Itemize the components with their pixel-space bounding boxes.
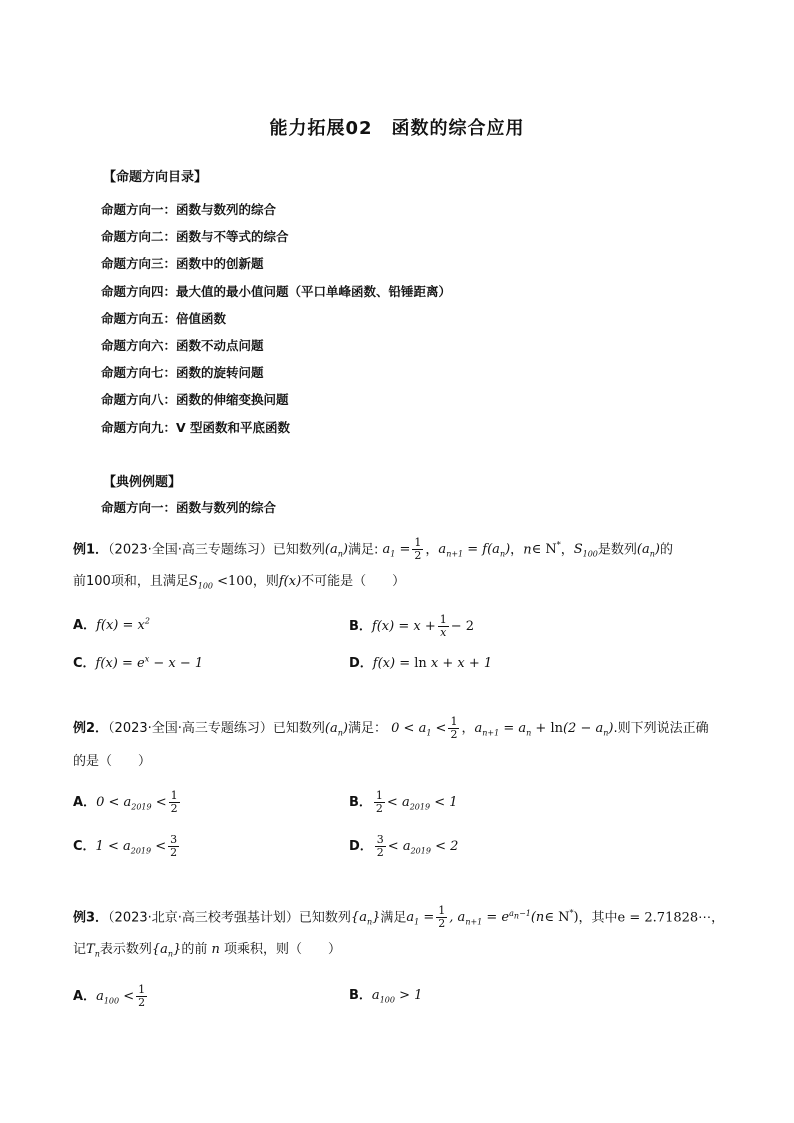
math: $a_{100}$ < — [96, 989, 135, 1006]
option-letter: B． — [349, 795, 372, 810]
text: ， — [711, 910, 725, 926]
text: 的是（ ） — [73, 754, 152, 769]
text: 项乘积，则（ ） — [223, 942, 341, 957]
text: 不可能是（ ） — [301, 574, 406, 589]
math: $\{a_n\}$ — [350, 910, 381, 927]
fraction: $\frac{1}{2}$ — [414, 536, 422, 563]
option-letter: C． — [73, 839, 96, 854]
option-letter: D． — [349, 656, 373, 671]
text: 记 — [73, 942, 87, 957]
option-letter: B． — [349, 988, 372, 1003]
option-a[interactable] — [73, 984, 149, 1009]
example-label: 例3． — [73, 910, 109, 926]
subsection-title: 命题方向一：函数与数列的综合 — [101, 500, 277, 515]
math: $S_{100}$ — [188, 574, 214, 591]
text: 已知数列 — [272, 721, 325, 736]
example-source: （2023·全国·高三专题练习） — [108, 721, 273, 736]
math: < $a_{2019} < 2$ — [387, 839, 459, 856]
option-a[interactable] — [73, 790, 182, 815]
math: $a_{n+1} = f(a_n)$ — [438, 542, 511, 559]
example-label: 例2． — [73, 721, 109, 736]
math: $a_{100} > 1$ — [371, 988, 423, 1005]
math: $1 < a_{2019}$ < — [95, 839, 167, 856]
toc-item: 命题方向二：函数与不等式的综合 — [101, 229, 289, 245]
example-3-line-1: 例3．（2023·北京·高三校考强基计划）已知数列$\{a_n\}$满足$a_1$ = $\frac{1}{2}$ , $a_{n+1}$ = $e^{a_n-1}(n\in$ N*)，其中e = 2.71828⋯， — [73, 904, 725, 931]
text: 前100项和，且满足 — [73, 574, 189, 589]
option-d[interactable] — [349, 834, 458, 859]
toc-item: 命题方向八：函数的伸缩变换问题 — [101, 392, 289, 408]
example-source: （2023·全国·高三专题练习） — [108, 542, 273, 558]
toc-list — [101, 200, 451, 445]
fraction: $\frac{3}{2}$ — [170, 833, 178, 859]
text: 的 — [659, 542, 673, 558]
text: 已知数列 — [272, 542, 325, 558]
text: 的前 — [181, 942, 208, 957]
math: , $a_{n+1} = e^{a_n-1}(n$ — [449, 909, 545, 927]
example-source: （2023·北京·高三校考强基计划） — [108, 910, 299, 926]
text: ，则 — [252, 574, 279, 589]
math: $a_1$ = — [406, 910, 435, 927]
fraction: $\frac{1}{2}$ — [138, 983, 146, 1009]
fraction: $\frac{3}{2}$ — [376, 833, 384, 859]
option-b[interactable] — [349, 790, 458, 815]
toc-item: 命题方向一：函数与数列的综合 — [101, 202, 277, 217]
math: $(a_n)$ — [324, 542, 348, 559]
option-b[interactable] — [349, 984, 422, 1005]
option-c[interactable] — [73, 652, 203, 671]
math: $a_{n+1} = a_n$ + — [474, 721, 551, 738]
math: $(a_n)$ — [324, 721, 348, 738]
math: $0 < a_1$ < — [391, 721, 447, 738]
math: $f(x) = e^x - x - 1$ — [95, 654, 204, 671]
math: $f(x) = x^2$ — [96, 616, 150, 633]
option-letter: A． — [73, 795, 97, 810]
math: $S_{100}$ — [573, 542, 598, 559]
math: < $a_{2019} < 1$ — [386, 795, 458, 812]
fraction: $\frac{1}{2}$ — [170, 789, 178, 815]
example-2-line-1: 例2．（2023·全国·高三专题练习）已知数列$(a_n)$满足： $0 < a_1$ < $\frac{1}{2}$ ，$a_{n+1} = a_n + \ln(2 - a_n)$.则下列说法正确 — [73, 715, 709, 741]
example-1-line-1: 例1．（2023·全国·高三专题练习）已知数列$(a_n)$满足: $a_1$ = $\frac{1}{2}$ ，$a_{n+1} = f(a_n)$，n∈ N*，$S_{100}$是数列$(a_n)$的 — [73, 536, 673, 563]
math: f(x) = x + — [371, 619, 436, 634]
toc-item: 命题方向七：函数的旋转问题 — [101, 365, 264, 381]
toc-item: 命题方向六：函数不动点问题 — [101, 337, 264, 353]
option-letter: A． — [73, 618, 97, 633]
example-1-line-2: 前100项和，且满足$S_{100} <100$，则f(x)不可能是（ ） — [73, 574, 406, 591]
examples-heading: 【典例例题】 — [103, 475, 182, 490]
option-letter: B． — [349, 619, 372, 634]
toc-heading: 【命题方向目录】 — [103, 170, 208, 185]
math: $0 < a_{2019}$ < — [96, 795, 167, 812]
math: e = 2.71828⋯ — [617, 910, 712, 926]
option-letter: D． — [349, 839, 373, 854]
toc-item: 命题方向五：倍值函数 — [101, 310, 227, 326]
math: n — [207, 942, 224, 957]
fraction: $\frac{1}{2}$ — [438, 904, 446, 931]
math: $\{a_n\}$ — [151, 942, 182, 959]
option-letter: C． — [73, 656, 96, 671]
math: $T_n$ — [86, 942, 100, 959]
text: 满足 — [380, 910, 407, 926]
option-letter: A． — [73, 989, 97, 1004]
toc-item: 命题方向三：函数中的创新题 — [101, 256, 264, 272]
text: 满足: — [347, 542, 379, 558]
text: 是数列 — [597, 542, 637, 558]
math: f(x) = — [372, 656, 415, 671]
fraction: $\frac{1}{x}$ — [439, 613, 447, 639]
math: f(x) — [278, 574, 302, 589]
option-b[interactable]: B．f(x) = x + $\frac{1}{x}$ − 2 — [349, 613, 475, 639]
page-title: 能力拓展02 函数的综合应用 — [269, 118, 525, 139]
fraction: $\frac{1}{2}$ — [450, 715, 458, 741]
toc-item: 命题方向九：V 型函数和平底函数 — [101, 419, 291, 435]
fraction: $\frac{1}{2}$ — [375, 789, 383, 815]
text: 表示数列 — [99, 942, 152, 957]
math: n — [523, 542, 532, 558]
math: $a_1$ = — [382, 542, 411, 559]
text: 已知数列 — [298, 910, 351, 926]
option-c[interactable] — [73, 834, 181, 859]
example-2-line-2 — [73, 752, 151, 772]
text: .则下列说法正确 — [613, 721, 709, 736]
text: ，其中 — [578, 910, 618, 926]
math: $(a_n)$ — [636, 542, 660, 559]
example-3-line-2 — [73, 940, 341, 965]
option-a[interactable] — [73, 614, 150, 633]
toc-item: 命题方向四：最大值的最小值问题（平口单峰函数、铅锤距离） — [101, 283, 452, 299]
option-d[interactable]: D．f(x) = ln x + x + 1 — [349, 656, 493, 671]
text: 满足： — [347, 721, 387, 736]
example-label: 例1． — [73, 542, 109, 558]
